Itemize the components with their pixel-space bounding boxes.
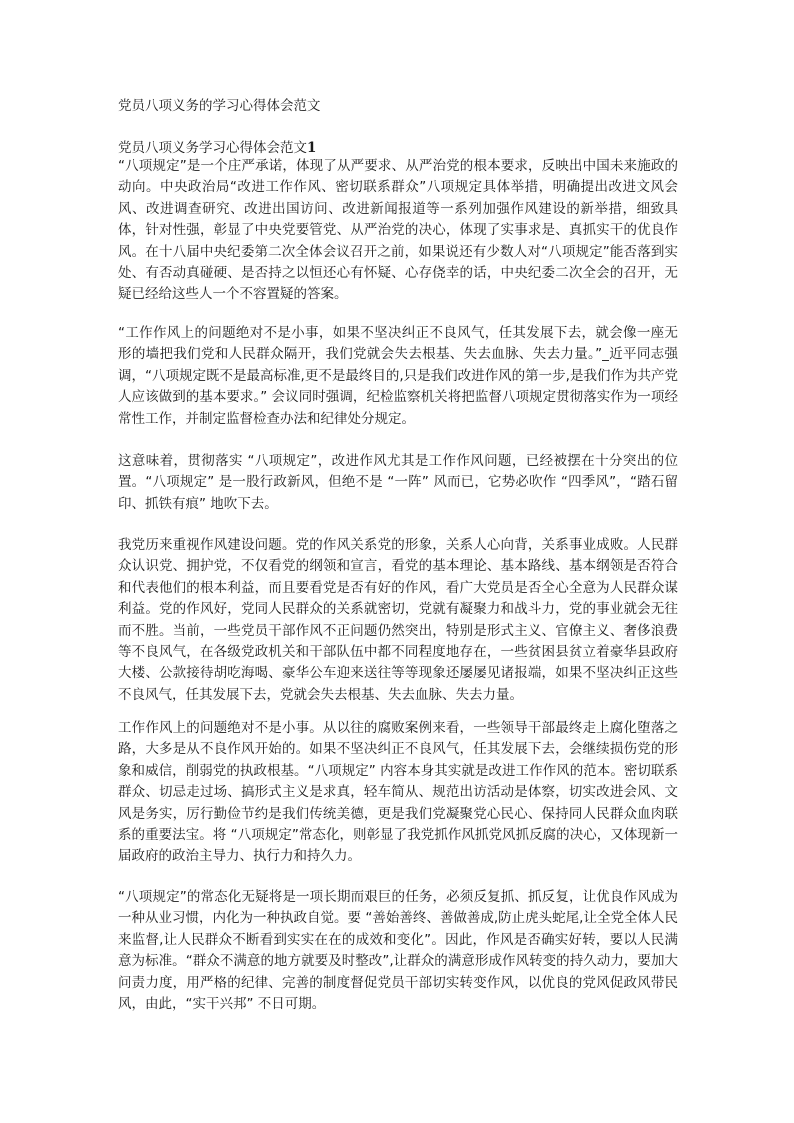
section-heading-text: 党员八项义务学习心得体会范文 — [118, 140, 307, 156]
section-heading-number: 1 — [307, 140, 317, 156]
paragraph-3: 这意味着，贯彻落实 “八项规定”，改进作风尤其是工作作风问题，已经被摆在十分突出的位置。“八项规定” 是一股行政新风，但绝不是 “一阵” 风而已，它势必吹作 “四季风”，“踏石留印、抓铁有痕” 地吹下去。 — [118, 453, 678, 512]
section-heading — [118, 139, 678, 157]
document-title: 党员八项义务的学习心得体会范文 — [118, 98, 321, 114]
paragraph-2: “工作作风上的问题绝对不是小事，如果不坚决纠正不良风气，任其发展下去，就会像一座无形的墙把我们党和人民群众隔开，我们党就会失去根基、失去血脉、失去力量。”_近平同志强调，“八项规定既不是最高标准,更不是最终目的,只是我们改进作风的第一步,是我们作为共产党人应该做到的基本要求。” 会议同时强调，纪检监察机关将把监督八项规定贯彻落实作为一项经常性工作，并制定监督检查办法和纪律处分规定。 — [118, 325, 678, 427]
paragraph-6: “八项规定”的常态化无疑将是一项长期而艰巨的任务，必须反复抓、抓反复，让优良作风成为一种从业习惯，内化为一种执政自觉。要 “善始善终、善做善成,防止虎头蛇尾,让全党全体人民来监督,让人民群众不断看到实实在在的成效和变化”。因此，作风是否确实好转，要以人民满意为标准。“群众不满意的地方就要及时整改”,让群众的满意形成作风转变的持久动力，要加大问责力度，用严格的纪律、完善的制度督促党员干部切实转变作风，以优良的党风促政风带民风，由此，“实干兴邦” 不日可期。 — [118, 889, 678, 1013]
paragraph-4: 我党历来重视作风建设问题。党的作风关系党的形象，关系人心向背，关系事业成败。人民群众认识党、拥护党，不仅看党的纲领和宣言，看党的基本理论、基本路线、基本纲领是否符合和代表他们的根本利益，而且要看党是否有好的作风，看广大党员是否全心全意为人民群众谋利益。党的作风好，党同人民群众的关系就密切，党就有凝聚力和战斗力，党的事业就会无往而不胜。当前，一些党员干部作风不正问题仍然突出，特别是形式主义、官僚主义、奢侈浪费等不良风气，在各级党政机关和干部队伍中都不同程度地存在，一些贫困县贫立着豪华县政府大楼、公款接待胡吃海喝、豪华公车迎来送往等等现象还屡屡见诸报端，如果不坚决纠正这些不良风气，任其发展下去，党就会失去根基、失去血脉、失去力量。 — [118, 537, 678, 703]
paragraph-5: 工作作风上的问题绝对不是小事。从以往的腐败案例来看，一些领导干部最终走上腐化堕落之路，大多是从不良作风开始的。如果不坚决纠正不良风气，任其发展下去，会继续损伤党的形象和威信，削弱党的执政根基。“八项规定” 内容本身其实就是改进工作作风的范本。密切联系群众、切忌走过场、搞形式主义是求真，轻车简从、规范出访活动是体察，切实改进会风、文风是务实，厉行勤俭节约是我们传统美德，更是我们党凝聚党心民心、保持同人民群众血肉联系的重要法宝。将 “八项规定”常态化，则彰显了我党抓作风抓党风抓反腐的决心，又体现新一届政府的政治主导力、执行力和持久力。 — [118, 720, 678, 865]
paragraph-1: “八项规定”是一个庄严承诺，体现了从严要求、从严治党的根本要求，反映出中国未来施政的动向。中央政治局“改进工作作风、密切联系群众”八项规定具体举措，明确提出改进文风会风、改进调查研究、改进出国访问、改进新闻报道等一系列加强作风建设的新举措，细致具体，针对性强，彰显了中央党要管党、从严治党的决心，体现了实事求是、真抓实干的优良作风。在十八届中央纪委第二次全体会议召开之前，如果说还有少数人对“八项规定”能否落到实处、有否动真碰硬、是否持之以恒还心有怀疑、心存侥幸的话，中央纪委二次全会的召开，无疑已经给这些人一个不容置疑的答案。 — [118, 158, 678, 303]
